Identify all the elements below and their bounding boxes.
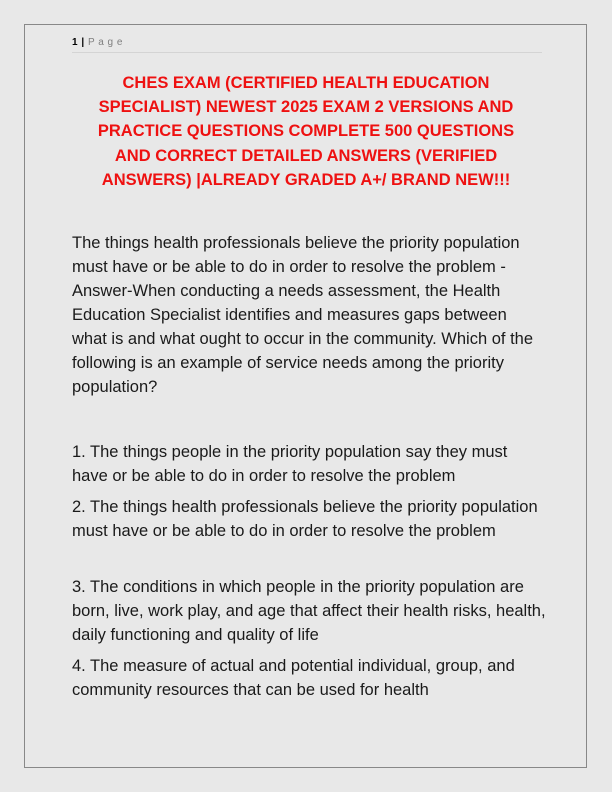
page-label: P a g e bbox=[87, 37, 123, 48]
page-number: 1 bbox=[72, 37, 79, 48]
document-title: CHES EXAM (CERTIFIED HEALTH EDUCATION SPECIALIST) NEWEST 2025 EXAM 2 VERSIONS AND PRACTICE QUESTIONS COMPLETE 500 QUESTIONS AND CORRECT DETAILED ANSWERS (VERIFIED ANSWERS) |ALREADY GRADED A+/ BRAND NEW!!! bbox=[97, 74, 515, 189]
page-header bbox=[72, 36, 542, 53]
question-text: The things health professionals believe the priority population must have or be able to do in order to resolve the problem - Answer-When conducting a needs assessment, the Health Education Specialist identifies and measures gaps between what is and what ought to occur in the community. Which of the following is an example of service needs among the priority population? bbox=[72, 234, 534, 396]
answer-option-3: 3. The conditions in which people in the priority population are born, live, work play, and age that affect their health risks, health, daily functioning and quality of life bbox=[72, 578, 546, 644]
page-separator: | bbox=[81, 37, 85, 48]
answer-option-1: 1. The things people in the priority population say they must have or be able to do in order to resolve the problem bbox=[72, 443, 508, 485]
answer-option-2: 2. The things health professionals believe the priority population must have or be able to do in order to resolve the problem bbox=[72, 498, 538, 540]
answer-option-4: 4. The measure of actual and potential individual, group, and community resources that can be used for health bbox=[72, 657, 515, 699]
